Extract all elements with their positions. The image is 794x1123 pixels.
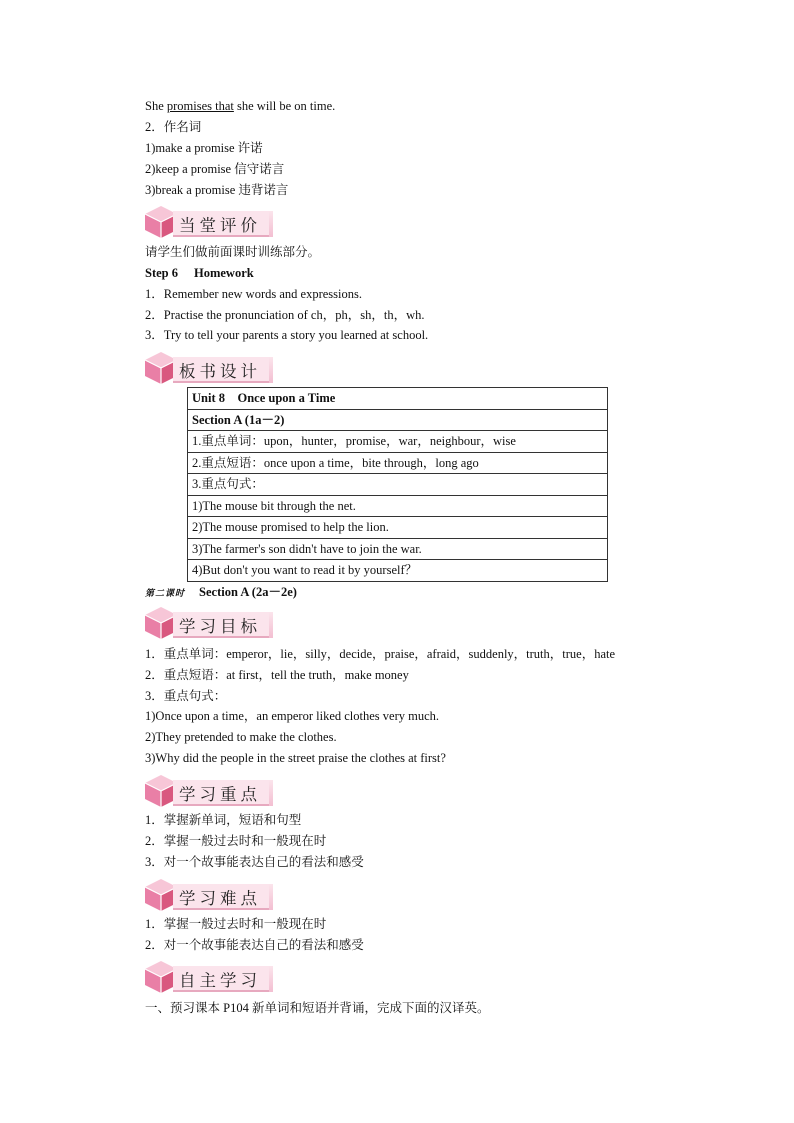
table-cell: 2.重点短语：once upon a time，bite through，long ago: [188, 452, 608, 474]
table-row: [188, 431, 608, 453]
keypoint-item: 1．掌握新单词，短语和句型: [145, 813, 302, 827]
table-row: [188, 560, 608, 582]
table-cell: 2)The mouse promised to help the lion.: [188, 517, 608, 539]
table-row: [188, 388, 608, 410]
homework-step-title: Step 6 Homework: [145, 266, 254, 280]
section-heading-difficulties: [143, 877, 273, 911]
table-cell: 3)The farmer's son didn't have to join the war.: [188, 538, 608, 560]
promise-example-line: She promises that she will be on time.: [145, 99, 336, 113]
goal-item: 2)They pretended to make the clothes.: [145, 730, 337, 744]
goal-item: 2．重点短语：at first，tell the truth，make money: [145, 668, 409, 682]
homework-item: 3．Try to tell your parents a story you learned at school.: [145, 328, 429, 342]
goal-item: 3)Why did the people in the street praise the clothes at first?: [145, 751, 446, 765]
difficulty-item: 1．掌握一般过去时和一般现在时: [145, 917, 327, 931]
lesson-section: Section A (2a－2e): [199, 585, 297, 599]
table-cell: 1)The mouse bit through the net.: [188, 495, 608, 517]
section-heading-board-design: [143, 350, 273, 384]
keypoint-item: 3．对一个故事能表达自己的看法和感受: [145, 855, 364, 869]
table-row: [188, 538, 608, 560]
heading-label: 学习目标: [179, 617, 261, 636]
lesson-tag: 第二课时: [145, 589, 186, 599]
heading-label: 当堂评价: [179, 216, 261, 235]
section-heading-keypoints: [143, 773, 273, 807]
section-heading-goals: [143, 605, 273, 639]
table-row: [188, 517, 608, 539]
table-cell: 1.重点单词：upon，hunter，promise，war，neighbour，wise: [188, 431, 608, 453]
table-row: [188, 474, 608, 496]
table-cell: 4)But don't you want to read it by yourself？: [188, 560, 608, 582]
phrase-make-promise: 1)make a promise 许诺: [145, 141, 263, 155]
noun-usage-heading: 2．作名词: [145, 120, 202, 134]
table-cell: Section A (1a－2): [188, 409, 608, 431]
self-study-text: 一、预习课本 P104 新单词和短语并背诵，完成下面的汉译英。: [145, 1001, 490, 1015]
table-row: [188, 452, 608, 474]
heading-label: 学习难点: [179, 889, 261, 908]
table-cell: 3.重点句式：: [188, 474, 608, 496]
homework-item: 1．Remember new words and expressions.: [145, 287, 362, 301]
section-heading-evaluation: [143, 204, 273, 238]
evaluation-text: 请学生们做前面课时训练部分。: [145, 245, 321, 259]
section-heading-self-study: [143, 959, 273, 993]
goal-item: 3．重点句式：: [145, 689, 227, 703]
phrase-break-promise: 3)break a promise 违背诺言: [145, 183, 289, 197]
goal-item: 1)Once upon a time，an emperor liked clothes very much.: [145, 709, 440, 723]
heading-label: 学习重点: [179, 785, 261, 804]
keypoint-item: 2．掌握一般过去时和一般现在时: [145, 834, 327, 848]
heading-label: 自主学习: [179, 971, 261, 990]
lesson-2-title: [145, 584, 297, 602]
phrase-keep-promise: 2)keep a promise 信守诺言: [145, 162, 285, 176]
heading-label: 板书设计: [179, 362, 261, 381]
difficulty-item: 2．对一个故事能表达自己的看法和感受: [145, 938, 364, 952]
goal-item: 1．重点单词：emperor，lie，silly，decide，praise，afraid，suddenly，truth，true，hate: [145, 647, 616, 661]
table-row: [188, 495, 608, 517]
table-row: [188, 409, 608, 431]
table-cell: Unit 8 Once upon a Time: [188, 388, 608, 410]
board-design-table: [187, 387, 608, 582]
homework-item: 2．Practise the pronunciation of ch，ph，sh，th，wh.: [145, 308, 425, 322]
